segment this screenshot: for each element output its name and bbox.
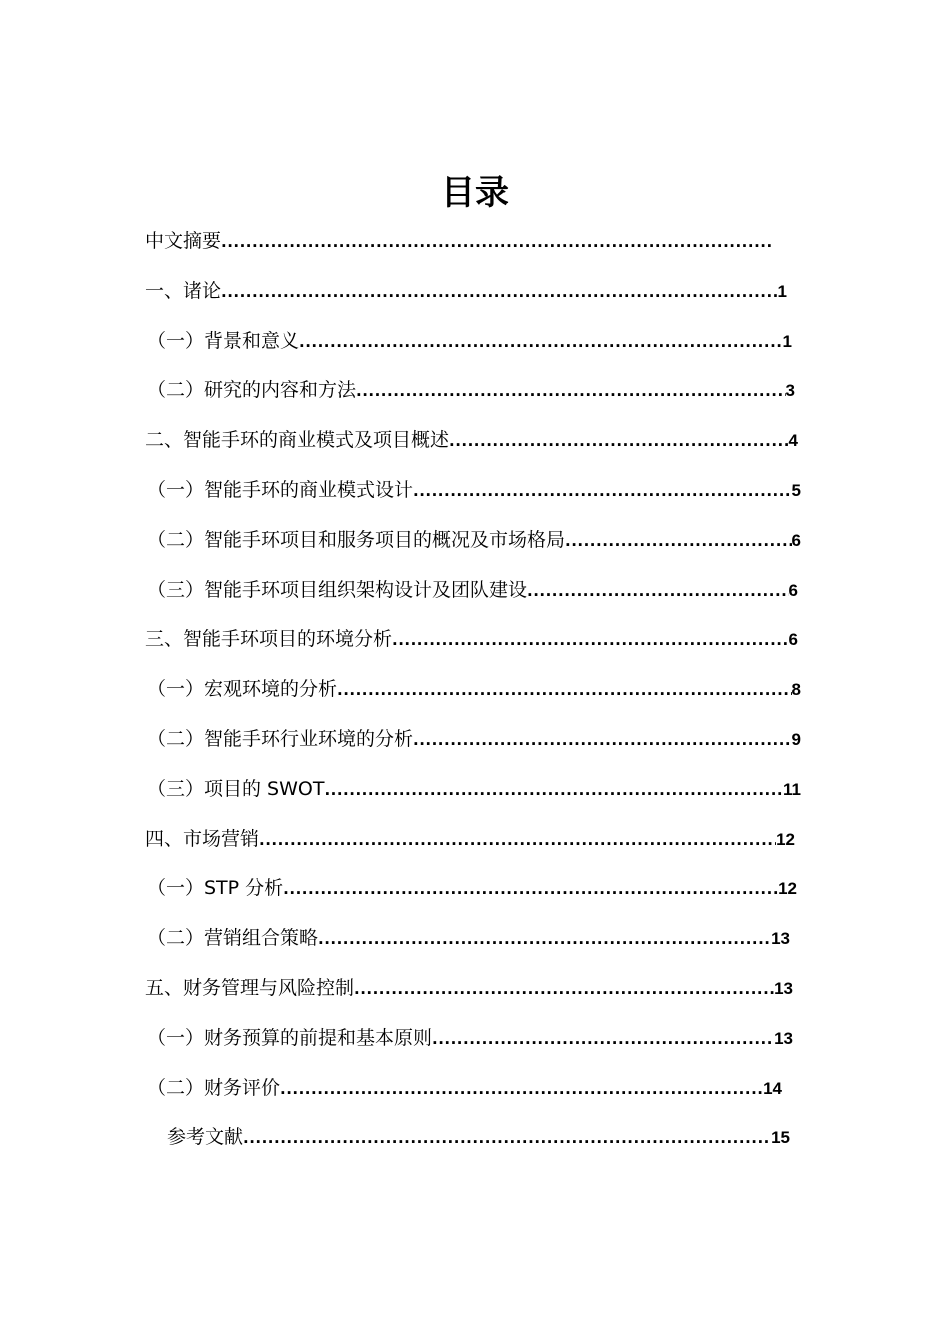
- toc-entry-label: （三）智能手环项目组织架构设计及团队建设: [147, 578, 528, 601]
- toc-entry[interactable]: [147, 1025, 793, 1051]
- toc-entry-label: 一、诸论: [145, 279, 222, 302]
- toc-leader-dots: [413, 727, 792, 753]
- toc-entry[interactable]: [145, 427, 798, 453]
- toc-entry[interactable]: [147, 577, 798, 603]
- toc-leader-dots: [221, 229, 773, 255]
- toc-page-number: 11: [783, 779, 801, 799]
- toc-page-number: 15: [771, 1128, 790, 1148]
- toc-leader-dots: [324, 777, 783, 803]
- toc-page-number: 13: [774, 1028, 793, 1048]
- toc-entry[interactable]: [147, 726, 801, 752]
- toc-page-number: 6: [788, 580, 798, 600]
- toc-leader-dots: [527, 578, 789, 604]
- toc-entry-label: （一）STP 分析: [147, 877, 284, 900]
- toc-leader-dots: [283, 876, 778, 902]
- toc-leader-dots: [356, 378, 786, 404]
- toc-entry[interactable]: [147, 676, 801, 702]
- toc-page-number: 3: [785, 381, 795, 401]
- toc-leader-dots: [221, 279, 778, 305]
- toc-entry-label: 五、财务管理与风险控制: [145, 977, 355, 999]
- toc-page-number: 6: [791, 530, 801, 550]
- toc-entry-label: （三）项目的 SWOT: [147, 777, 325, 800]
- toc-page-number: 1: [777, 281, 787, 301]
- toc-entry-label: （一）财务预算的前提和基本原则: [147, 1026, 433, 1049]
- toc-page-number: 13: [771, 929, 790, 949]
- toc-entry-label: （一）背景和意义: [147, 329, 300, 352]
- toc-leader-dots: [280, 1076, 763, 1102]
- toc-page-number: 13: [774, 979, 793, 998]
- toc-page-number: 4: [788, 431, 798, 451]
- toc-page-number: 5: [791, 481, 801, 500]
- toc-leader-dots: [318, 926, 771, 952]
- toc-entry[interactable]: [147, 527, 801, 553]
- toc-entry[interactable]: [147, 1075, 782, 1101]
- toc-entry[interactable]: [145, 975, 793, 1001]
- toc-entry-label: （二）财务评价: [147, 1076, 281, 1099]
- toc-entry-label: （一）智能手环的商业模式设计: [147, 479, 414, 501]
- toc-entry[interactable]: [147, 477, 801, 503]
- toc-page-number: 14: [763, 1078, 782, 1098]
- toc-entry-label: （一）宏观环境的分析: [147, 678, 338, 701]
- toc-entry-label: 三、智能手环项目的环境分析: [145, 628, 393, 651]
- toc-entry-label: 四、市场营销: [145, 827, 260, 850]
- toc-leader-dots: [337, 677, 792, 703]
- toc-entry[interactable]: [145, 278, 787, 304]
- toc-page-number: 12: [778, 879, 797, 899]
- toc-leader-dots: [299, 329, 783, 355]
- toc-entry[interactable]: [145, 228, 773, 254]
- toc-entry-label: 参考文献: [167, 1126, 244, 1149]
- toc-entry-label: 中文摘要: [145, 230, 222, 252]
- toc-leader-dots: [565, 528, 792, 554]
- toc-entry[interactable]: [167, 1124, 790, 1150]
- toc-page-number: 12: [776, 829, 795, 849]
- toc-entry-label: （二）研究的内容和方法: [147, 379, 357, 402]
- toc-entry[interactable]: [145, 626, 798, 652]
- toc-entry[interactable]: [147, 776, 801, 802]
- toc-page-number: 8: [791, 680, 801, 700]
- toc-leader-dots: [243, 1125, 771, 1151]
- toc-leader-dots: [354, 976, 774, 1002]
- toc-page-number: 6: [788, 630, 798, 650]
- toc-entry[interactable]: [145, 826, 795, 852]
- toc-entry-label: （二）智能手环项目和服务项目的概况及市场格局: [147, 528, 566, 551]
- toc-leader-dots: [432, 1026, 774, 1052]
- toc-entry[interactable]: [147, 328, 792, 354]
- toc-leader-dots: [259, 827, 776, 853]
- toc-leader-dots: [449, 428, 789, 454]
- toc-page-number: 1: [782, 331, 792, 351]
- toc-entry-label: （二）营销组合策略: [147, 927, 319, 950]
- toc-leader-dots: [392, 627, 789, 653]
- toc-entry[interactable]: [147, 925, 790, 951]
- toc-title: 目录: [441, 173, 509, 213]
- toc-leader-dots: [413, 478, 792, 504]
- toc-page-number: 9: [791, 730, 801, 749]
- toc-entry[interactable]: [147, 377, 795, 403]
- toc-entry[interactable]: [147, 875, 797, 901]
- toc-entry-label: （二）智能手环行业环境的分析: [147, 728, 414, 750]
- toc-entry-label: 二、智能手环的商业模式及项目概述: [145, 429, 450, 452]
